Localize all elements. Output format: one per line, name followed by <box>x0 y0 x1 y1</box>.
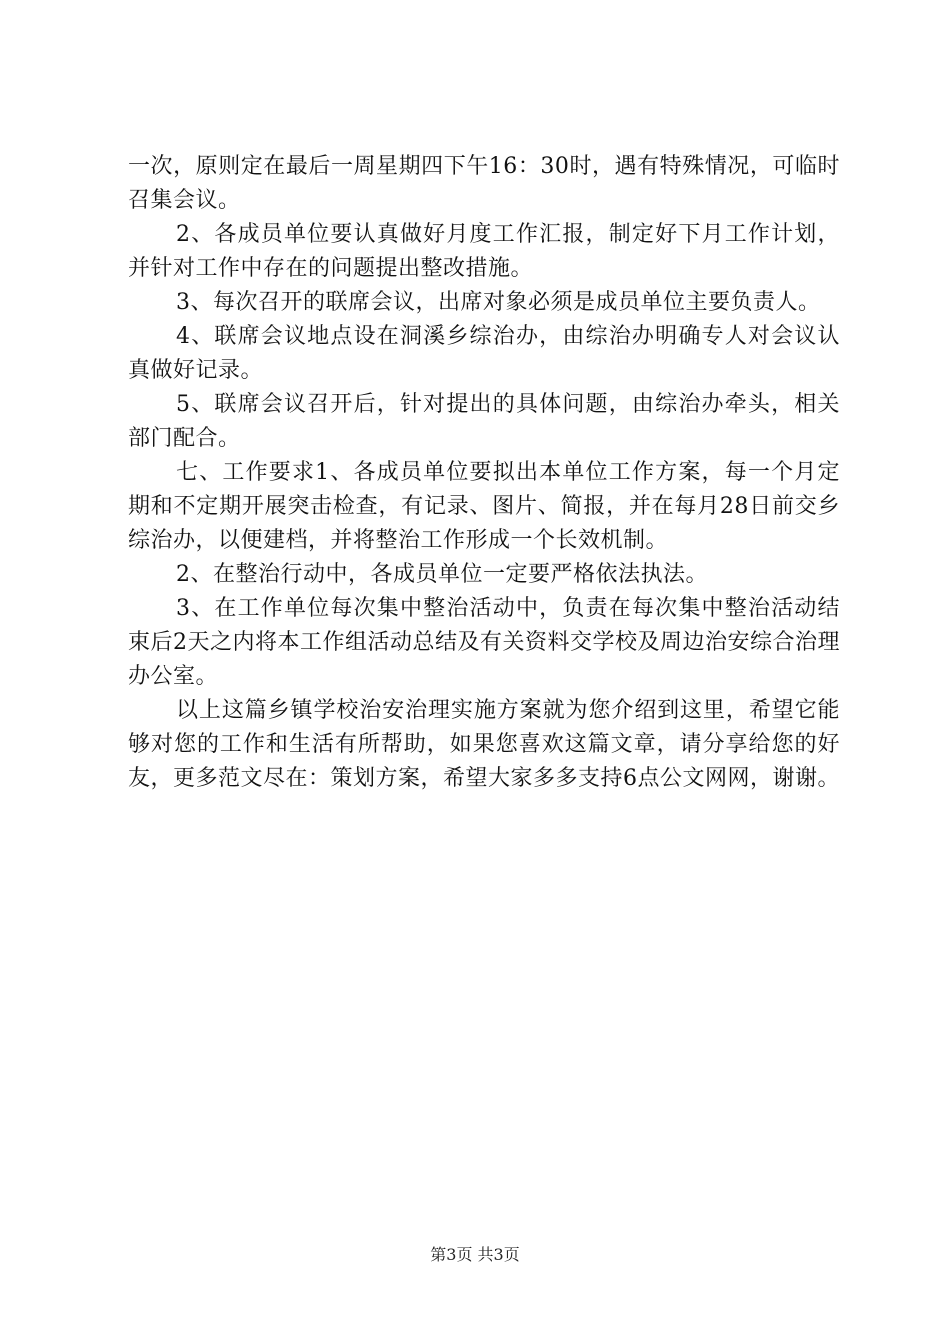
paragraph-5: 5、联席会议召开后，针对提出的具体问题，由综治办牵头，相关部门配合。 <box>128 392 840 451</box>
page-number-footer: 第3页 共3页 <box>430 1245 520 1264</box>
paragraph-6: 七、工作要求1、各成员单位要拟出本单位工作方案，每一个月定期和不定期开展突击检查，有记录、图片、简报，并在每月28日前交乡综治办，以便建档，并将整治工作形成一个长效机制。 <box>128 460 840 553</box>
paragraph-7: 2、在整治行动中，各成员单位一定要严格依法执法。 <box>176 562 708 587</box>
paragraph-2: 2、各成员单位要认真做好月度工作汇报，制定好下月工作计划，并针对工作中存在的问题提出整改措施。 <box>128 222 840 281</box>
paragraph-3: 3、每次召开的联席会议，出席对象必须是成员单位主要负责人。 <box>176 290 821 315</box>
paragraph-8: 3、在工作单位每次集中整治活动中，负责在每次集中整治活动结束后2天之内将本工作组活动总结及有关资料交学校及周边治安综合治理办公室。 <box>128 596 840 689</box>
document-body <box>128 150 840 796</box>
paragraph-4: 4、联席会议地点设在洞溪乡综治办，由综治办明确专人对会议认真做好记录。 <box>128 324 840 383</box>
paragraph-1: 一次，原则定在最后一周星期四下午16：30时，遇有特殊情况，可临时召集会议。 <box>128 154 840 213</box>
paragraph-9: 以上这篇乡镇学校治安治理实施方案就为您介绍到这里，希望它能够对您的工作和生活有所帮助，如果您喜欢这篇文章，请分享给您的好友，更多范文尽在：策划方案，希望大家多多支持6点公文网网，谢谢。 <box>128 698 840 791</box>
